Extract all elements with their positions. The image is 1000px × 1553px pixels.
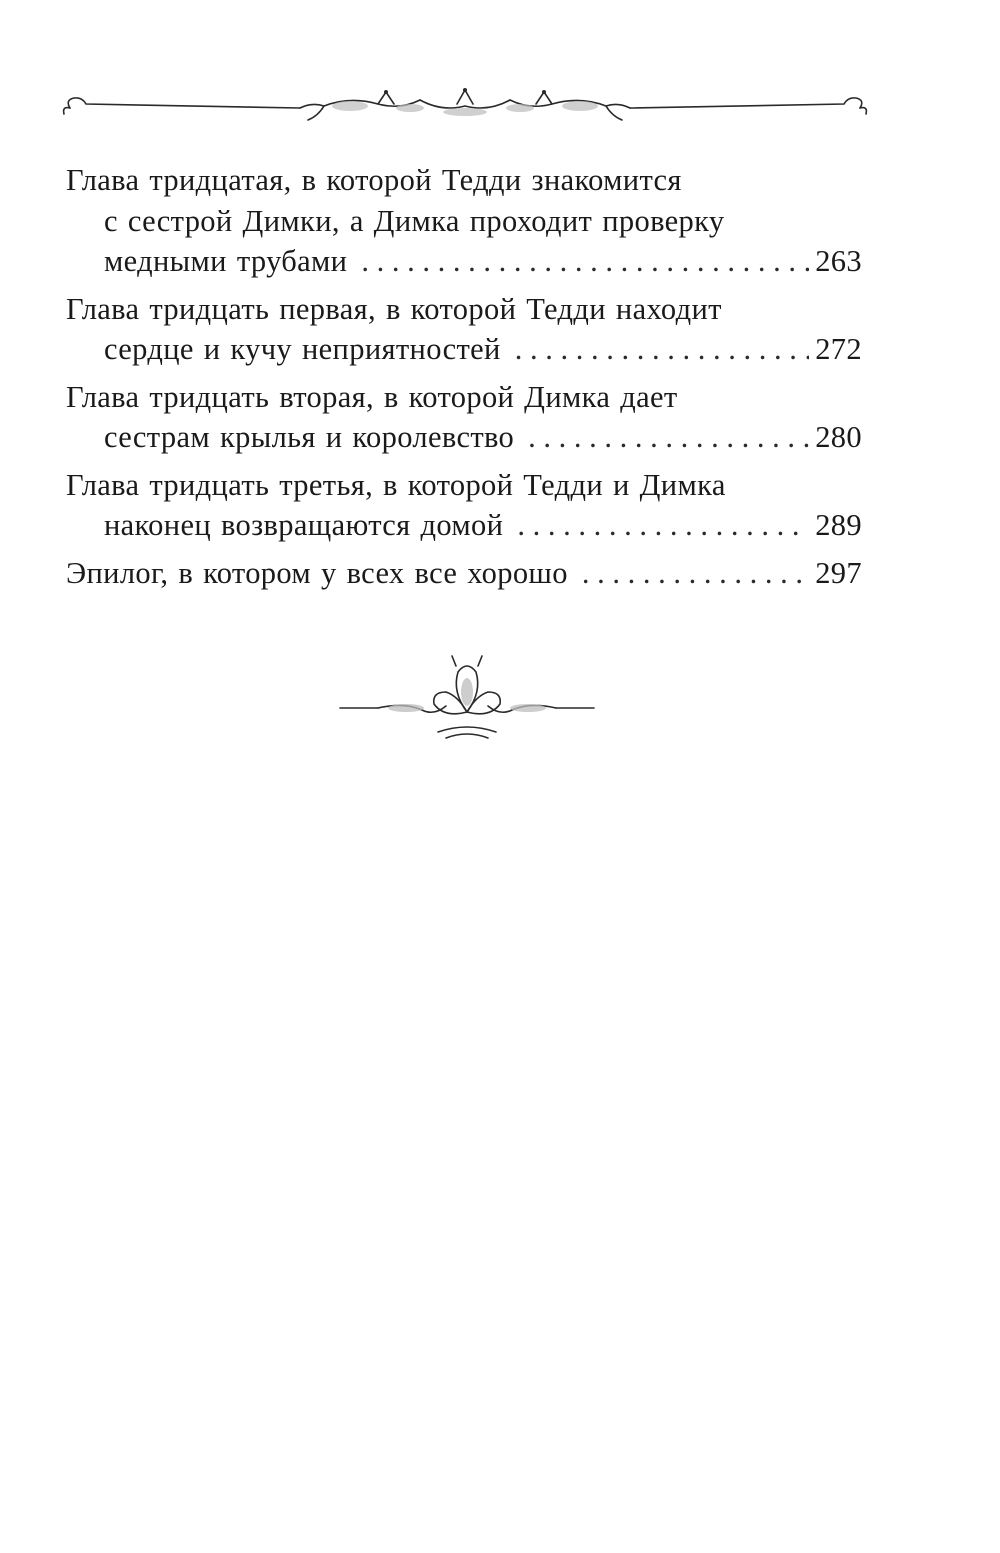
toc-entry-chapter-33[interactable]: [66, 465, 862, 546]
toc-entry-last-line: [66, 417, 862, 458]
toc-entry-chapter-31[interactable]: [66, 289, 862, 370]
dot-leader: [361, 241, 809, 282]
dot-leader: [515, 329, 809, 370]
top-flourish-divider-icon: [60, 86, 870, 130]
dot-leader: [582, 553, 809, 594]
page-number: 297: [815, 555, 862, 590]
toc-entry-chapter-32[interactable]: [66, 377, 862, 458]
toc-entry-line: Глава тридцать третья, в которой Тедди и Димка: [66, 467, 726, 502]
toc-entry-chapter-30[interactable]: [66, 160, 862, 282]
toc-entry-line: медными трубами: [104, 244, 348, 278]
toc-entry-line: Глава тридцатая, в которой Тедди знакомится: [66, 163, 682, 197]
toc-entry-line: Глава тридцать вторая, в которой Димка дает: [66, 379, 678, 414]
dot-leader: [517, 505, 809, 546]
toc-entry-last-line: [66, 241, 862, 282]
toc-entry-line: Глава тридцать первая, в которой Тедди находит: [66, 291, 722, 326]
page-number: 263: [815, 244, 862, 278]
toc-entry-epilogue[interactable]: [66, 553, 862, 594]
toc-entry-last-line: [66, 553, 862, 594]
toc-entry-last-line: [66, 329, 862, 370]
toc-entry-last-line: [66, 505, 862, 546]
page-number: 289: [815, 508, 862, 542]
page-number: 272: [815, 332, 862, 366]
toc-entry-line: Эпилог, в котором у всех все хорошо: [66, 555, 568, 590]
dot-leader: [528, 417, 809, 458]
page-number: 280: [815, 420, 862, 454]
table-of-contents: [66, 160, 862, 600]
trefoil-vignette-icon: [334, 652, 600, 742]
toc-entry-line: сердце и кучу неприятностей: [104, 332, 501, 366]
toc-entry-line: сестрам крылья и королевство: [104, 420, 515, 454]
toc-entry-line: с сестрой Димки, а Димка проходит проверку: [104, 203, 725, 238]
toc-entry-line: наконец возвращаются домой: [104, 508, 504, 542]
